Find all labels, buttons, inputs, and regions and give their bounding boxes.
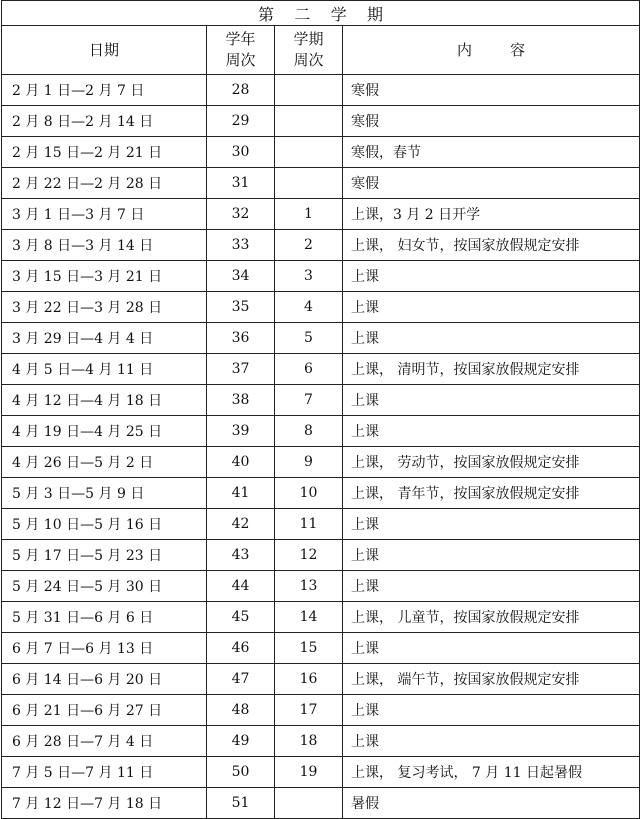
semester-schedule-table	[1, 0, 640, 819]
header-year-week	[207, 26, 275, 75]
date-cell: 4 月 12 日—4 月 18 日	[2, 385, 207, 416]
year-week-cell: 45	[207, 602, 275, 633]
semester-week-cell: 15	[275, 633, 343, 664]
schedule-body	[2, 75, 640, 819]
content-cell: 上课， 复习考试， 7 月 11 日起暑假	[343, 757, 640, 788]
semester-week-cell	[275, 106, 343, 137]
semester-week-cell: 3	[275, 261, 343, 292]
year-week-cell: 34	[207, 261, 275, 292]
year-week-cell: 38	[207, 385, 275, 416]
table-row	[2, 788, 640, 819]
year-week-cell: 30	[207, 137, 275, 168]
date-cell: 7 月 5 日—7 月 11 日	[2, 757, 207, 788]
year-week-cell: 51	[207, 788, 275, 819]
date-cell: 6 月 7 日—6 月 13 日	[2, 633, 207, 664]
table-row	[2, 571, 640, 602]
table-row	[2, 695, 640, 726]
semester-week-cell: 9	[275, 447, 343, 478]
header-year-week-line2: 周次	[225, 51, 256, 69]
year-week-cell: 47	[207, 664, 275, 695]
content-cell: 寒假，春节	[343, 137, 640, 168]
content-cell: 上课	[343, 726, 640, 757]
date-cell: 2 月 8 日—2 月 14 日	[2, 106, 207, 137]
date-cell: 7 月 12 日—7 月 18 日	[2, 788, 207, 819]
content-cell: 寒假	[343, 106, 640, 137]
content-cell: 上课， 妇女节，按国家放假规定安排	[343, 230, 640, 261]
semester-week-cell	[275, 75, 343, 106]
table-row	[2, 509, 640, 540]
date-cell: 5 月 17 日—5 月 23 日	[2, 540, 207, 571]
header-semester-week-line2: 周次	[293, 51, 324, 69]
table-row	[2, 633, 640, 664]
date-cell: 2 月 1 日—2 月 7 日	[2, 75, 207, 106]
year-week-cell: 44	[207, 571, 275, 602]
table-row	[2, 447, 640, 478]
content-cell: 上课	[343, 261, 640, 292]
header-content-text: 内 容	[456, 40, 526, 59]
semester-week-cell	[275, 168, 343, 199]
year-week-cell: 31	[207, 168, 275, 199]
header-semester-week	[275, 26, 343, 75]
year-week-cell: 40	[207, 447, 275, 478]
content-cell: 上课	[343, 695, 640, 726]
semester-week-cell: 5	[275, 323, 343, 354]
date-cell: 2 月 15 日—2 月 21 日	[2, 137, 207, 168]
table-row	[2, 230, 640, 261]
header-content	[343, 26, 640, 75]
year-week-cell: 32	[207, 199, 275, 230]
year-week-cell: 28	[207, 75, 275, 106]
date-cell: 2 月 22 日—2 月 28 日	[2, 168, 207, 199]
table-row	[2, 75, 640, 106]
semester-week-cell	[275, 137, 343, 168]
semester-week-cell: 4	[275, 292, 343, 323]
semester-week-cell: 2	[275, 230, 343, 261]
content-cell: 上课	[343, 540, 640, 571]
table-row	[2, 292, 640, 323]
date-cell: 5 月 31 日—6 月 6 日	[2, 602, 207, 633]
header-year-week-line1: 学年	[225, 30, 256, 48]
title-row	[2, 1, 640, 26]
table-row	[2, 385, 640, 416]
content-cell: 寒假	[343, 75, 640, 106]
semester-week-cell: 12	[275, 540, 343, 571]
content-cell: 上课， 劳动节，按国家放假规定安排	[343, 447, 640, 478]
table-row	[2, 757, 640, 788]
table-row	[2, 261, 640, 292]
content-cell: 上课	[343, 385, 640, 416]
semester-title	[2, 1, 640, 26]
header-row	[2, 26, 640, 75]
content-cell: 寒假	[343, 168, 640, 199]
year-week-cell: 41	[207, 478, 275, 509]
table-row	[2, 540, 640, 571]
year-week-cell: 46	[207, 633, 275, 664]
semester-week-cell: 17	[275, 695, 343, 726]
date-cell: 6 月 28 日—7 月 4 日	[2, 726, 207, 757]
semester-week-cell	[275, 788, 343, 819]
date-cell: 3 月 8 日—3 月 14 日	[2, 230, 207, 261]
semester-week-cell: 7	[275, 385, 343, 416]
table-row	[2, 199, 640, 230]
date-cell: 4 月 19 日—4 月 25 日	[2, 416, 207, 447]
semester-week-cell: 10	[275, 478, 343, 509]
table-row	[2, 323, 640, 354]
date-cell: 5 月 3 日—5 月 9 日	[2, 478, 207, 509]
content-cell: 上课	[343, 323, 640, 354]
date-cell: 5 月 24 日—5 月 30 日	[2, 571, 207, 602]
semester-week-cell: 11	[275, 509, 343, 540]
table-row	[2, 106, 640, 137]
semester-week-cell: 19	[275, 757, 343, 788]
semester-week-cell: 13	[275, 571, 343, 602]
date-cell: 3 月 22 日—3 月 28 日	[2, 292, 207, 323]
year-week-cell: 48	[207, 695, 275, 726]
date-cell: 6 月 21 日—6 月 27 日	[2, 695, 207, 726]
date-cell: 3 月 15 日—3 月 21 日	[2, 261, 207, 292]
content-cell: 暑假	[343, 788, 640, 819]
date-cell: 4 月 5 日—4 月 11 日	[2, 354, 207, 385]
semester-week-cell: 6	[275, 354, 343, 385]
table-row	[2, 416, 640, 447]
year-week-cell: 39	[207, 416, 275, 447]
header-date: 日期	[2, 26, 207, 75]
content-cell: 上课	[343, 571, 640, 602]
date-cell: 3 月 29 日—4 月 4 日	[2, 323, 207, 354]
date-cell: 6 月 14 日—6 月 20 日	[2, 664, 207, 695]
content-cell: 上课	[343, 509, 640, 540]
year-week-cell: 42	[207, 509, 275, 540]
table-row	[2, 664, 640, 695]
date-cell: 4 月 26 日—5 月 2 日	[2, 447, 207, 478]
date-cell: 3 月 1 日—3 月 7 日	[2, 199, 207, 230]
content-cell: 上课， 端午节，按国家放假规定安排	[343, 664, 640, 695]
content-cell: 上课	[343, 292, 640, 323]
content-cell: 上课， 儿童节，按国家放假规定安排	[343, 602, 640, 633]
content-cell: 上课	[343, 416, 640, 447]
header-semester-week-line1: 学期	[293, 30, 324, 48]
content-cell: 上课， 青年节，按国家放假规定安排	[343, 478, 640, 509]
table-row	[2, 168, 640, 199]
date-cell: 5 月 10 日—5 月 16 日	[2, 509, 207, 540]
year-week-cell: 35	[207, 292, 275, 323]
table-row	[2, 354, 640, 385]
year-week-cell: 49	[207, 726, 275, 757]
content-cell: 上课， 清明节，按国家放假规定安排	[343, 354, 640, 385]
table-row	[2, 726, 640, 757]
semester-week-cell: 14	[275, 602, 343, 633]
semester-week-cell: 16	[275, 664, 343, 695]
semester-week-cell: 18	[275, 726, 343, 757]
year-week-cell: 36	[207, 323, 275, 354]
year-week-cell: 43	[207, 540, 275, 571]
year-week-cell: 50	[207, 757, 275, 788]
semester-week-cell: 1	[275, 199, 343, 230]
table-row	[2, 137, 640, 168]
content-cell: 上课，3 月 2 日开学	[343, 199, 640, 230]
year-week-cell: 37	[207, 354, 275, 385]
content-cell: 上课	[343, 633, 640, 664]
table-row	[2, 478, 640, 509]
semester-week-cell: 8	[275, 416, 343, 447]
table-row	[2, 602, 640, 633]
year-week-cell: 33	[207, 230, 275, 261]
year-week-cell: 29	[207, 106, 275, 137]
semester-title-text: 第 二 学 期	[258, 4, 384, 24]
